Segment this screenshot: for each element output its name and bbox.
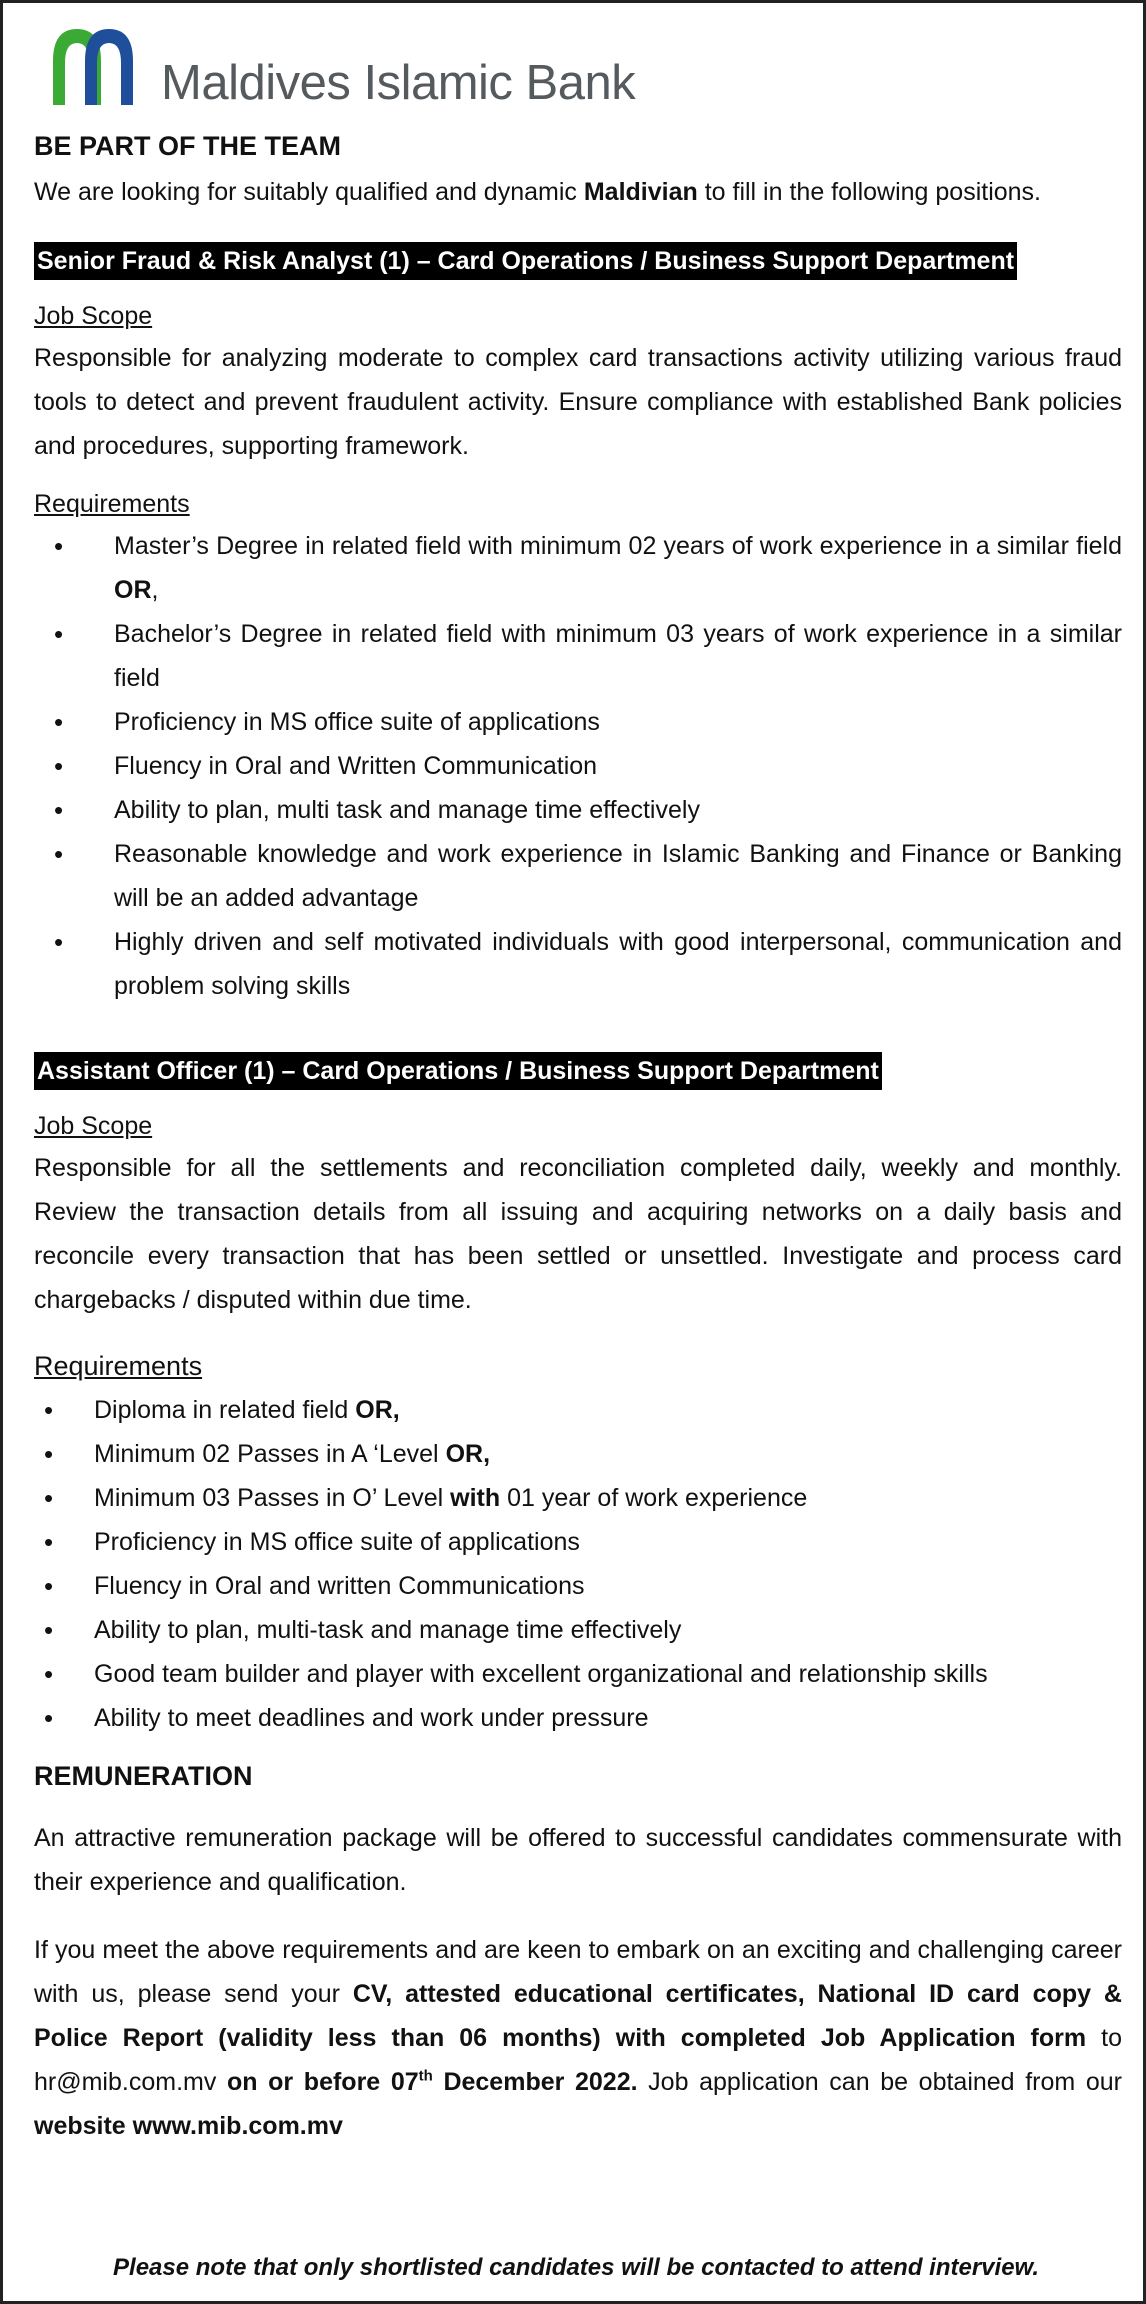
position2-req-heading: Requirements — [34, 1351, 203, 1381]
application-instructions: If you meet the above requirements and are keen to embark on an exciting and challenging career with us, please send your CV, attested educational certificates, National ID card copy & Police Report (validity less than 06 months) with completed Job Application form to hr@mib.com.mv on or before 07th December 2022. Job application can be obtained from our website www.mib.com.mv — [34, 1936, 1122, 2140]
position2-title: Assistant Officer (1) – Card Operations / Business Support Department — [34, 1052, 882, 1090]
intro-nationality: Maldivian — [583, 178, 698, 206]
list-item: • Ability to plan, multi task and manage time effectively — [34, 788, 1122, 832]
website-link: website www.mib.com.mv — [34, 2112, 343, 2140]
list-item: • Minimum 03 Passes in O’ Level with 01 year of work experience — [34, 1476, 1122, 1520]
list-item: • Ability to meet deadlines and work under pressure — [34, 1696, 1122, 1740]
list-item: • Highly driven and self motivated individuals with good interpersonal, communication and problem solving skills — [34, 920, 1122, 1008]
position1-title: Senior Fraud & Risk Analyst (1) – Card Operations / Business Support Department — [34, 242, 1017, 280]
intro-text: We are looking for suitably qualified and dynamic — [34, 178, 584, 206]
list-item: • Bachelor’s Degree in related field with minimum 03 years of work experience in a similar field — [34, 612, 1122, 700]
main-content — [34, 127, 1122, 2148]
position1-scope-text: Responsible for analyzing moderate to complex card transactions activity utilizing various fraud tools to detect and prevent fraudulent activity. Ensure compliance with established Bank policies and procedures, supporting framework. — [34, 344, 1122, 460]
list-item: • Reasonable knowledge and work experience in Islamic Banking and Finance or Banking will be an added advantage — [34, 832, 1122, 920]
position2-requirements — [34, 1388, 1122, 1740]
page-title: BE PART OF THE TEAM — [34, 131, 341, 161]
application-email: to hr@mib.com.mv — [34, 2024, 1122, 2096]
list-item: • Minimum 02 Passes in A ‘Level OR, — [34, 1432, 1122, 1476]
list-item: • Ability to plan, multi-task and manage time effectively — [34, 1608, 1122, 1652]
remuneration-text: An attractive remuneration package will be offered to successful candidates commensurate with their experience and qualification. — [34, 1824, 1122, 1896]
list-item: • Proficiency in MS office suite of applications — [34, 700, 1122, 744]
bank-logo — [39, 19, 759, 109]
position1-req-heading: Requirements — [34, 490, 190, 518]
position2-scope-text: Responsible for all the settlements and reconciliation completed daily, weekly and monthly. Review the transaction details from all issuing and acquiring networks on a daily basis and reconcile every transaction that has been settled or unsettled. Investigate and process card chargebacks / disputed within due time. — [34, 1154, 1122, 1314]
list-item: • Proficiency in MS office suite of applications — [34, 1520, 1122, 1564]
intro-text-end: to fill in the following positions. — [697, 178, 1042, 206]
position2-scope-heading: Job Scope — [34, 1112, 153, 1140]
remuneration-heading: REMUNERATION — [34, 1761, 253, 1791]
list-item: • Master’s Degree in related field with minimum 02 years of work experience in a similar field OR, — [34, 524, 1122, 612]
bank-name: Maldives Islamic Bank — [161, 56, 636, 110]
list-item: • Diploma in related field OR, — [34, 1388, 1122, 1432]
list-item: • Fluency in Oral and written Communications — [34, 1564, 1122, 1608]
list-item: • Fluency in Oral and Written Communication — [34, 744, 1122, 788]
position1-scope-heading: Job Scope — [34, 302, 153, 330]
application-deadline: on or before 07 — [226, 2068, 419, 2096]
bank-logo-mark-icon — [39, 23, 149, 109]
position1-requirements — [34, 524, 1122, 1008]
footer-note: Please note that only shortlisted candidates will be contacted to attend interview. — [113, 2254, 1039, 2281]
list-item: • Good team builder and player with excellent organizational and relationship skills — [34, 1652, 1122, 1696]
intro-paragraph — [34, 170, 1122, 214]
